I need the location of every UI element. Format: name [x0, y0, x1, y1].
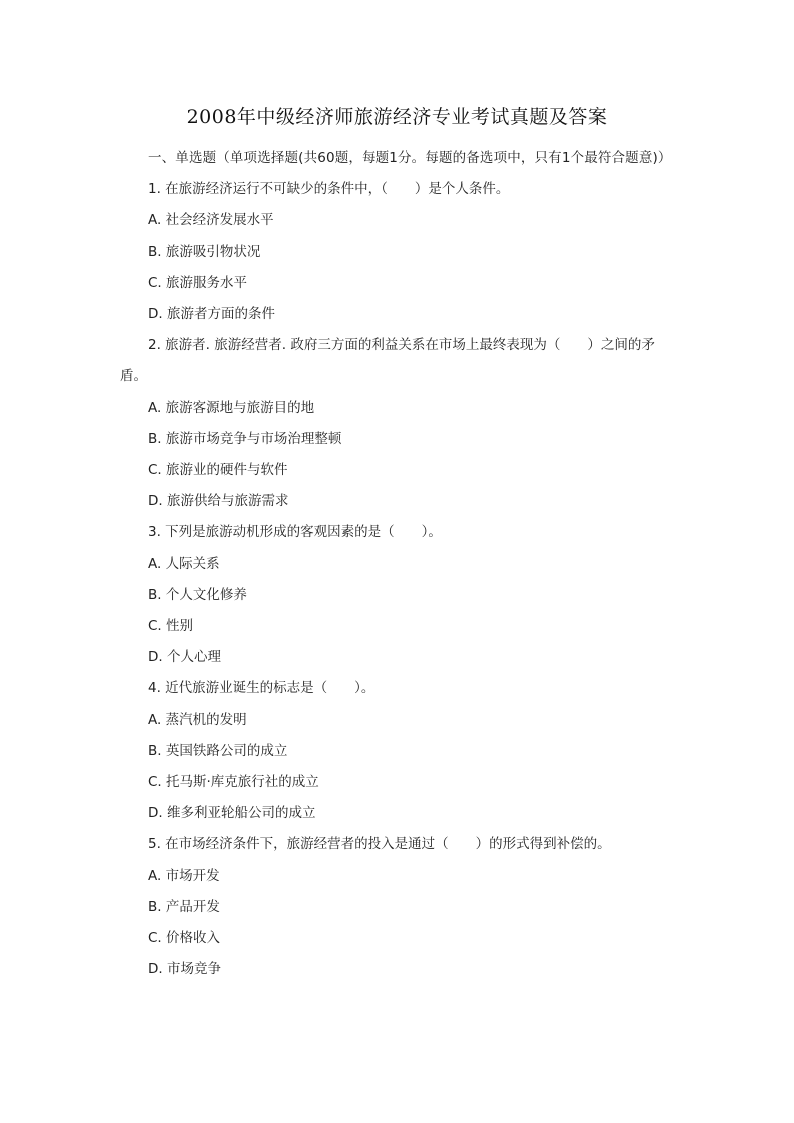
answer-option: C. 托马斯·库克旅行社的成立 — [148, 774, 319, 791]
question-block — [120, 174, 678, 330]
document-body — [120, 143, 678, 985]
answer-option: C. 性别 — [148, 618, 194, 635]
answer-option: D. 旅游供给与旅游需求 — [148, 493, 289, 510]
document-title: 2008年中级经济师旅游经济专业考试真题及答案 — [186, 106, 608, 128]
answer-option: D. 个人心理 — [148, 649, 221, 666]
question-stem: 4. 近代旅游业诞生的标志是（ ）。 — [148, 680, 375, 697]
section-heading: 一、单选题（单项选择题(共60题，每题1分。每题的备选项中，只有1个最符合题意)） — [148, 150, 672, 166]
answer-option: A. 蒸汽机的发明 — [148, 711, 247, 728]
question-block — [120, 829, 678, 985]
question-stem: 2. 旅游者. 旅游经营者. 政府三方面的利益关系在市场上最终表现为（ ）之间的矛盾。 — [120, 337, 655, 385]
question-stem: 3. 下列是旅游动机形成的客观因素的是（ ）。 — [148, 524, 442, 541]
answer-option: D. 市场竞争 — [148, 961, 221, 978]
question-block — [120, 673, 678, 829]
answer-option: B. 英国铁路公司的成立 — [148, 742, 288, 759]
answer-option: C. 旅游业的硬件与软件 — [148, 462, 288, 479]
answer-option: A. 人际关系 — [148, 555, 220, 572]
answer-option: B. 产品开发 — [148, 898, 220, 915]
answer-option: B. 旅游市场竞争与市场治理整顿 — [148, 430, 342, 447]
answer-option: C. 价格收入 — [148, 930, 221, 947]
question-block — [120, 330, 678, 517]
answer-option: D. 维多利亚轮船公司的成立 — [148, 805, 316, 822]
answer-option: A. 旅游客源地与旅游目的地 — [148, 399, 315, 416]
question-stem: 1. 在旅游经济运行不可缺少的条件中，（ ）是个人条件。 — [148, 181, 510, 198]
answer-option: B. 旅游吸引物状况 — [148, 243, 261, 260]
answer-option: A. 市场开发 — [148, 867, 220, 884]
answer-option: D. 旅游者方面的条件 — [148, 306, 275, 323]
answer-option: A. 社会经济发展水平 — [148, 212, 274, 229]
question-block — [120, 517, 678, 673]
answer-option: B. 个人文化修养 — [148, 586, 247, 603]
answer-option: C. 旅游服务水平 — [148, 274, 248, 291]
question-stem: 5. 在市场经济条件下，旅游经营者的投入是通过（ ）的形式得到补偿的。 — [148, 836, 611, 853]
